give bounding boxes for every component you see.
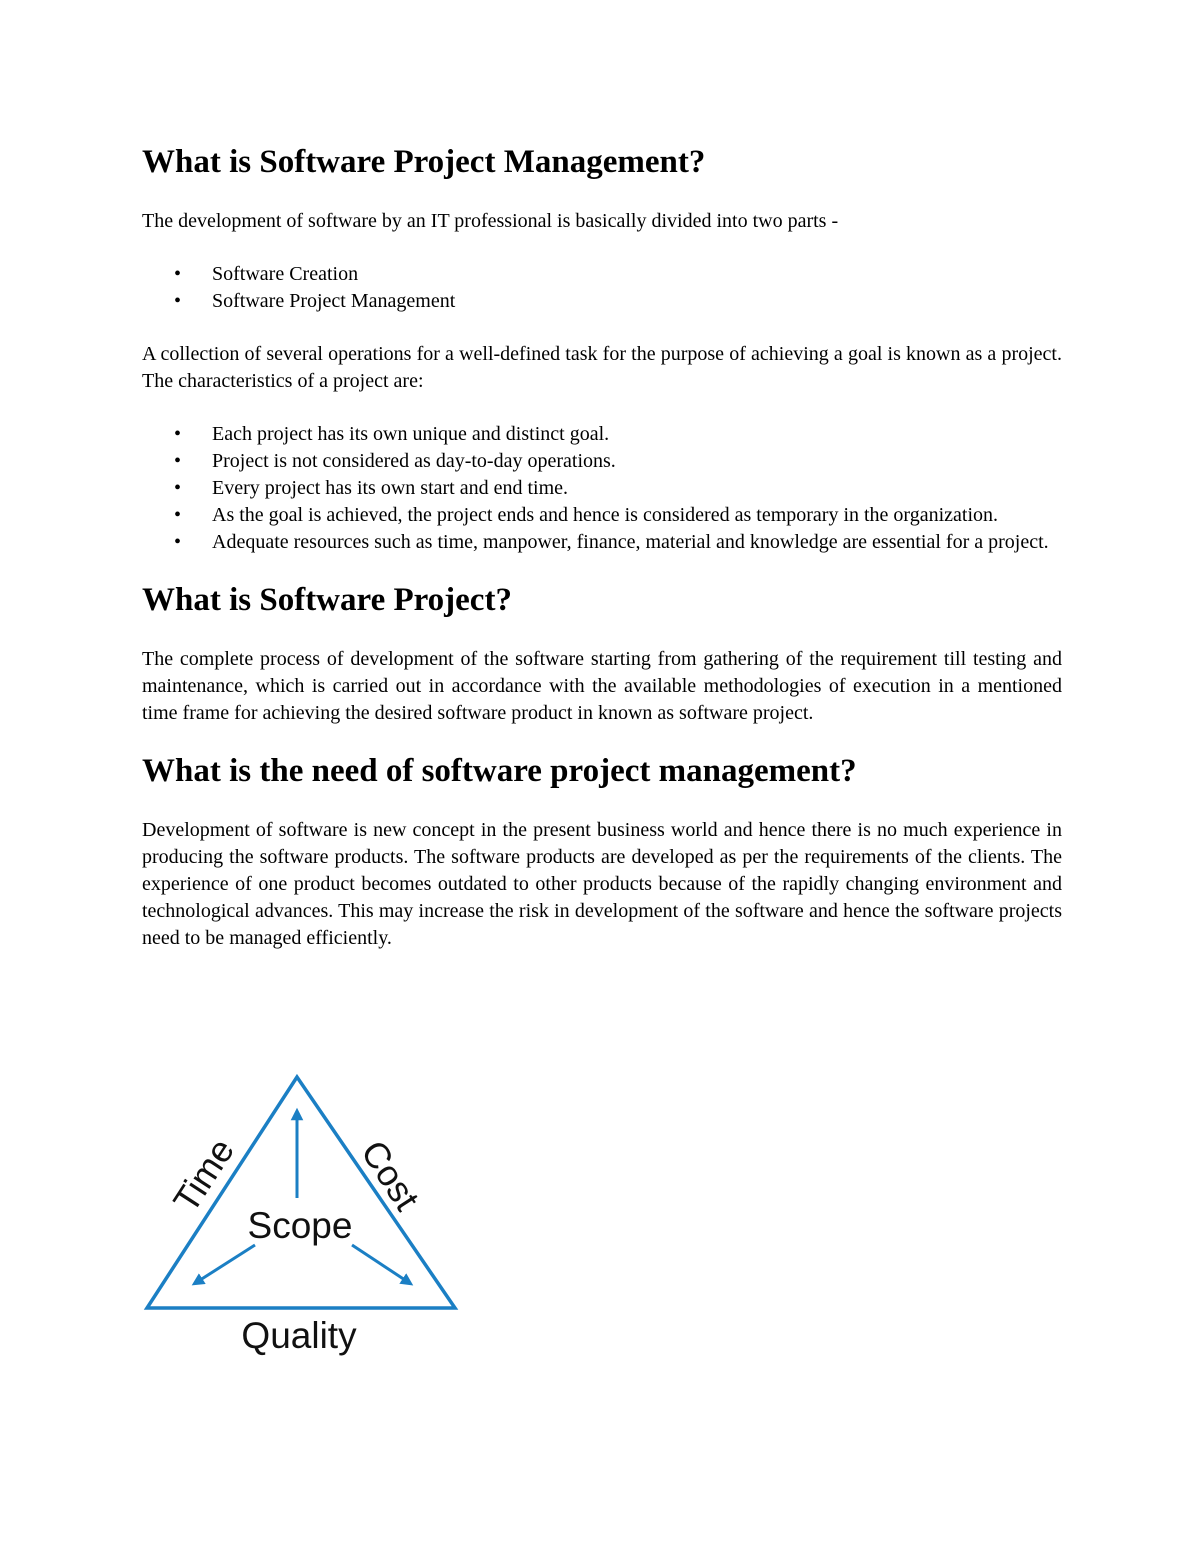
heading-need-of-management: What is the need of software project management? [142, 753, 857, 789]
list-item: • Project is not considered as day-to-day operations. [142, 448, 1062, 475]
list-item: • Software Project Management [142, 288, 1062, 315]
label-quality: Quality [241, 1315, 357, 1356]
arrow-left [197, 1245, 255, 1282]
arrow-right [352, 1245, 408, 1282]
list-item: • Adequate resources such as time, manpower, finance, material and knowledge are essential for a project. [142, 529, 1062, 556]
intro-paragraph: The development of software by an IT professional is basically divided into two parts - [142, 210, 839, 232]
parts-list [142, 261, 1062, 315]
label-cost: Cost [353, 1132, 428, 1218]
project-definition-paragraph: A collection of several operations for a well-defined task for the purpose of achieving a goal is known as a project. The characteristics of a project are: [142, 343, 1062, 392]
list-item: • As the goal is achieved, the project ends and hence is considered as temporary in the organization. [142, 502, 1062, 529]
project-triangle-diagram [142, 1072, 462, 1362]
need-paragraph: Development of software is new concept in the present business world and hence there is no much experience in producing the software products. The software products are developed as per the requirements of the clients. The experience of one product becomes outdated to other products because of the rapidly changing environment and technological advances. This may increase the risk in development of the software and hence the software projects need to be managed efficiently. [142, 819, 1062, 949]
list-item: • Software Creation [142, 261, 1062, 288]
characteristics-list [142, 421, 1062, 556]
label-scope: Scope [247, 1205, 353, 1246]
label-time: Time [164, 1131, 243, 1220]
document-page [142, 140, 1062, 952]
list-item: • Every project has its own start and end time. [142, 475, 1062, 502]
software-project-paragraph: The complete process of development of the software starting from gathering of the requirement till testing and maintenance, which is carried out in accordance with the available methodologies of execution in a mentioned time frame for achieving the desired software product in known as software project. [142, 648, 1062, 724]
heading-software-project-management: What is Software Project Management? [142, 144, 706, 180]
list-item: • Each project has its own unique and distinct goal. [142, 421, 1062, 448]
heading-software-project: What is Software Project? [142, 582, 512, 618]
